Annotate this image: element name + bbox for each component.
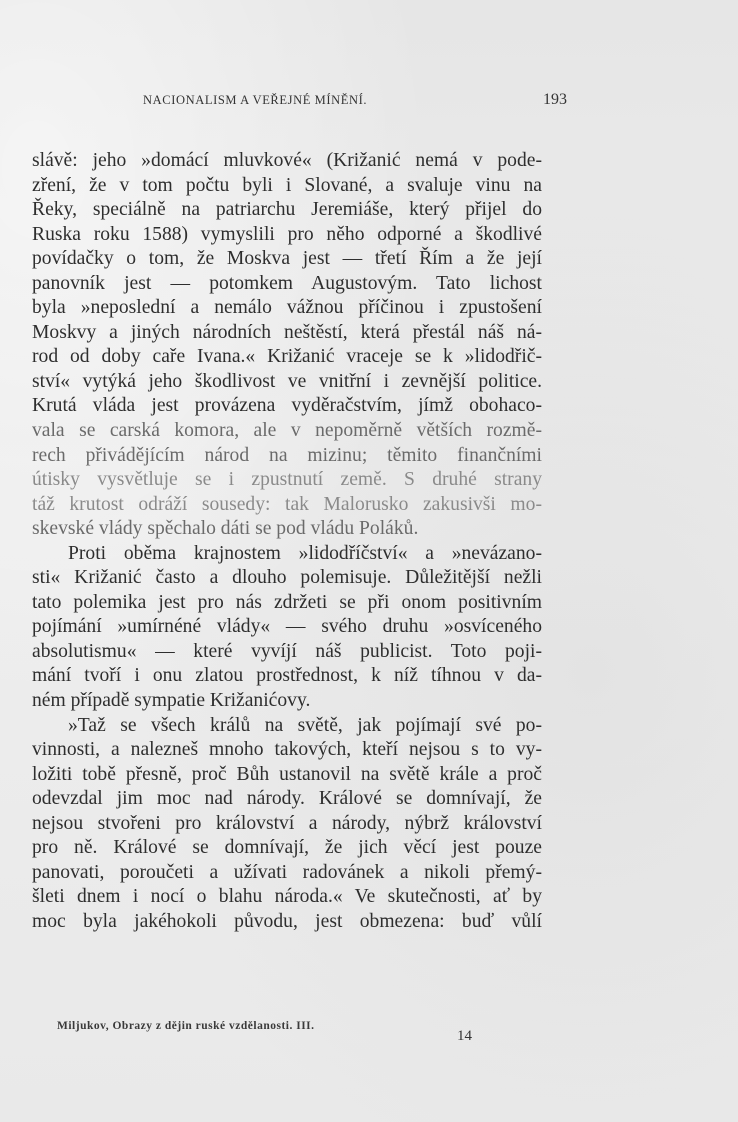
footer-signature: Miljukov, Obrazy z dějin ruské vzdělanosti. III.	[57, 1020, 315, 1032]
text-line: zření, že v tom počtu byli i Slované, a svaluje vinu na	[32, 174, 542, 196]
sheet-number: 14	[457, 1028, 472, 1044]
text-line: ložiti tobě přesně, proč Bůh ustanovil na světě krále a proč	[32, 763, 542, 785]
text-line: ství« vytýká jeho škodlivost ve vnitřní i zevnější politice.	[32, 370, 542, 392]
text-line: povídačky o tom, že Moskva jest — třetí Řím a že její	[32, 248, 542, 270]
text-line: odevzdal jim moc nad národy. Králové se domnívají, že	[32, 788, 542, 810]
text-line: slávě: jeho »domácí mluvkové« (Križanić nemá v pode-	[32, 150, 542, 171]
text-line: sti« Križanić často a dlouho polemisuje. Důležitější nežli	[32, 567, 542, 589]
text-line: rod od doby caře Ivana.« Križanić vraceje se k »lidodřič-	[32, 346, 542, 368]
text-line: táž krutost odráží sousedy: tak Malorusko zakusivši mo-	[32, 493, 542, 515]
text-line: panovati, poroučeti a užívati radovánek a nikoli přemý-	[32, 861, 542, 883]
text-line: Řeky, speciálně na patriarchu Jeremiáše, který přijel do	[32, 199, 542, 221]
text-line: nejsou stvořeni pro království a národy, nýbrž království	[32, 812, 542, 834]
text-line: Krutá vláda jest provázena vyděračstvím, jímž obohaco-	[32, 395, 542, 417]
text-line: skevské vlády spěchalo dáti se pod vládu Poláků.	[32, 518, 419, 540]
text-line: absolutismu« — které vyvíjí náš publicist. Toto poji-	[32, 640, 542, 662]
text-line: tato polemika jest pro nás zdržeti se při onom positivním	[32, 591, 542, 613]
text-line: panovník jest — potomkem Augustovým. Tato lichost	[32, 272, 542, 294]
body-text	[32, 149, 542, 935]
text-line: byla »neposlední a nemálo vážnou příčinou i zpustošení	[32, 297, 542, 319]
text-line: pojímání »umírnéné vlády« — svého druhu »osvíceného	[32, 616, 542, 638]
text-line: mání tvoří i onu zlatou prostřednost, k níž tíhnou v da-	[32, 665, 542, 687]
text-line: ném případě sympatie Križanićovy.	[32, 690, 311, 712]
paragraph-start-line: Proti oběma krajnostem »lidodříčství« a »nevázano-	[68, 542, 542, 564]
page-footer	[57, 1020, 517, 1060]
text-line: vinnosti, a nalezneš mnoho takových, kteří nejsou s to vy-	[32, 739, 542, 761]
paragraph-start-line: »Taž se všech králů na světě, jak pojímají své po-	[68, 714, 542, 736]
text-line: Ruska roku 1588) vymyslili pro něho odporné a škodlivé	[32, 223, 542, 245]
text-line: rech přivádějícím národ na mizinu; těmito finančními	[32, 444, 542, 466]
text-line: vala se carská komora, ale v nepoměrně větších rozmě-	[32, 420, 542, 442]
running-head-title: NACIONALISM A VEŘEJNÉ MÍNĚNÍ.	[143, 93, 368, 107]
running-head	[143, 93, 573, 113]
page-number: 193	[543, 91, 567, 108]
text-line: moc byla jakéhokoli původu, jest obmezena: buď vůlí	[32, 910, 542, 932]
text-line: útisky vysvětluje se i zpustnutí země. S druhé strany	[32, 469, 542, 491]
text-line: pro ně. Králové se domnívají, že jich věcí jest pouze	[32, 837, 542, 859]
text-line: šleti dnem i nocí o blahu národa.« Ve skutečnosti, ať by	[32, 886, 542, 908]
text-line: Moskvy a jiných národních neštěstí, která přestál náš ná-	[32, 321, 542, 343]
